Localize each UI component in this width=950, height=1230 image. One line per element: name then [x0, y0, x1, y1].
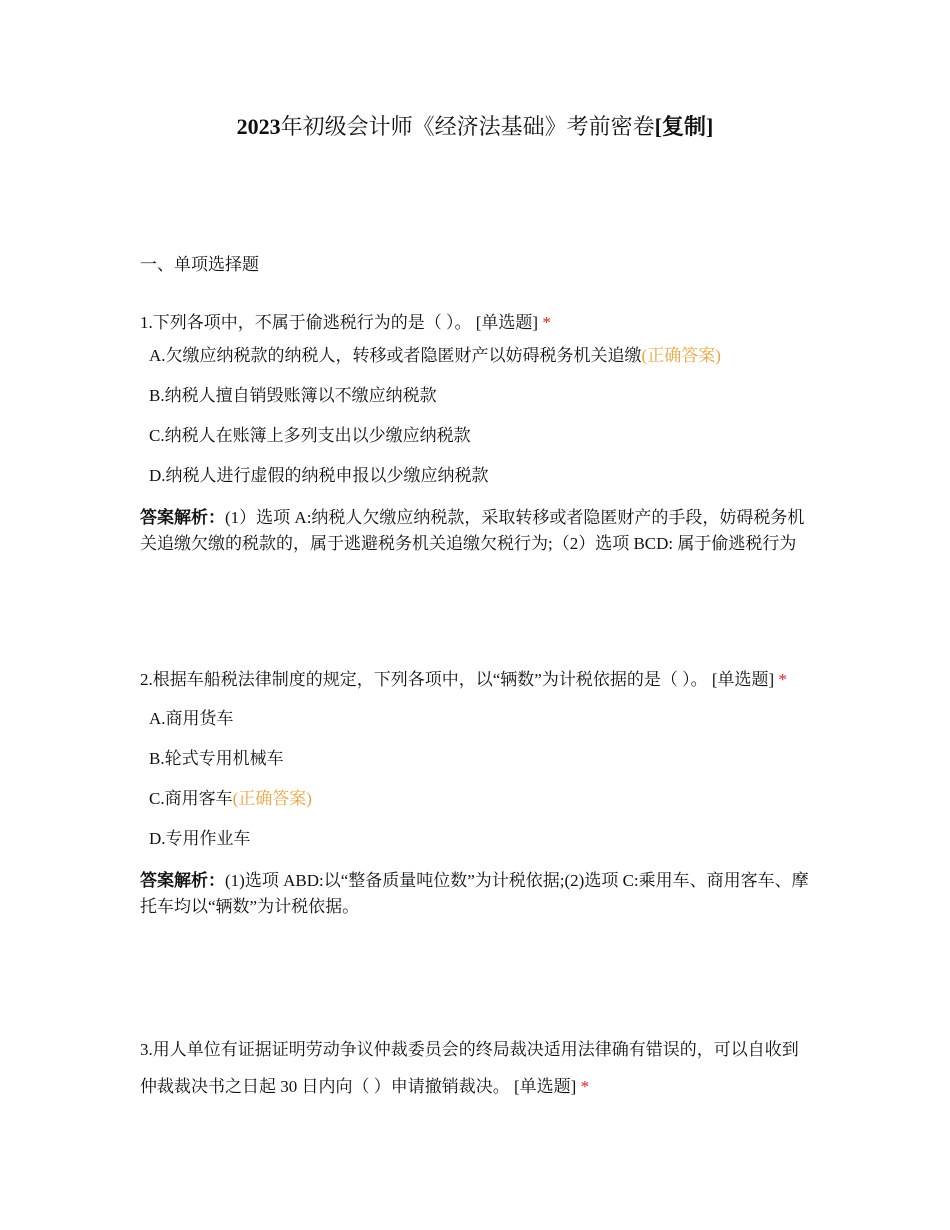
option-b[interactable] — [140, 746, 810, 786]
option-text: B.纳税人擅自销毁账簿以不缴应纳税款 — [149, 386, 437, 405]
question-stem — [140, 661, 810, 698]
option-d[interactable] — [140, 463, 810, 503]
question-1 — [140, 304, 810, 557]
title-main: 年初级会计师《经济法基础》考前密卷 — [280, 114, 655, 139]
option-d[interactable] — [140, 826, 810, 866]
question-3 — [140, 1031, 810, 1105]
required-marker: * — [580, 1077, 590, 1096]
option-text: A.商用货车 — [149, 709, 234, 728]
option-c[interactable] — [140, 423, 810, 463]
correct-answer-marker: (正确答案) — [641, 346, 721, 365]
analysis-text: (1)选项 ABD:以“整备质量吨位数”为计税依据;(2)选项 C:乘用车、商用客车、摩托车均以“辆数”为计税依据。 — [140, 871, 809, 916]
title-suffix: [复制] — [654, 114, 714, 139]
option-text: B.轮式专用机械车 — [149, 749, 284, 768]
option-a[interactable] — [140, 343, 810, 383]
analysis-label: 答案解析： — [140, 508, 225, 527]
option-a[interactable] — [140, 706, 810, 746]
option-text: A.欠缴应纳税款的纳税人，转移或者隐匿财产以妨碍税务机关追缴 — [149, 346, 642, 365]
option-text: C.纳税人在账簿上多列支出以少缴应纳税款 — [149, 426, 471, 445]
analysis-text: (1）选项 A:纳税人欠缴应纳税款，采取转移或者隐匿财产的手段，妨碍税务机关追缴欠缴的税款的，属于逃避税务机关追缴欠税行为;（2）选项 BCD: 属于偷逃税行为 — [140, 508, 805, 553]
analysis-label: 答案解析： — [140, 871, 225, 890]
answer-analysis — [140, 505, 810, 557]
answer-analysis — [140, 868, 810, 920]
question-stem-text: 3.用人单位有证据证明劳动争议仲裁委员会的终局裁决适用法律确有错误的，可以自收到仲裁裁决书之日起 30 日内向（ ）申请撤销裁决。 [单选题] — [140, 1040, 799, 1096]
correct-answer-marker: (正确答案) — [232, 789, 312, 808]
question-2 — [140, 661, 810, 920]
option-c[interactable] — [140, 786, 810, 826]
option-text: C.商用客车 — [149, 789, 233, 808]
question-stem — [140, 1031, 810, 1105]
option-b[interactable] — [140, 383, 810, 423]
section-title: 一、单项选择题 — [140, 255, 259, 274]
option-text: D.专用作业车 — [149, 829, 251, 848]
question-stem — [140, 304, 810, 341]
question-stem-text: 1.下列各项中，不属于偷逃税行为的是（ ）。 [单选题] — [140, 313, 539, 332]
option-text: D.纳税人进行虚假的纳税申报以少缴应纳税款 — [149, 466, 489, 485]
required-marker: * — [778, 670, 787, 689]
page-title — [0, 110, 950, 144]
question-stem-text: 2.根据车船税法律制度的规定，下列各项中，以“辆数”为计税依据的是（ ）。 [单选题] — [140, 670, 775, 689]
title-year: 2023 — [236, 114, 281, 139]
required-marker: * — [542, 313, 551, 332]
